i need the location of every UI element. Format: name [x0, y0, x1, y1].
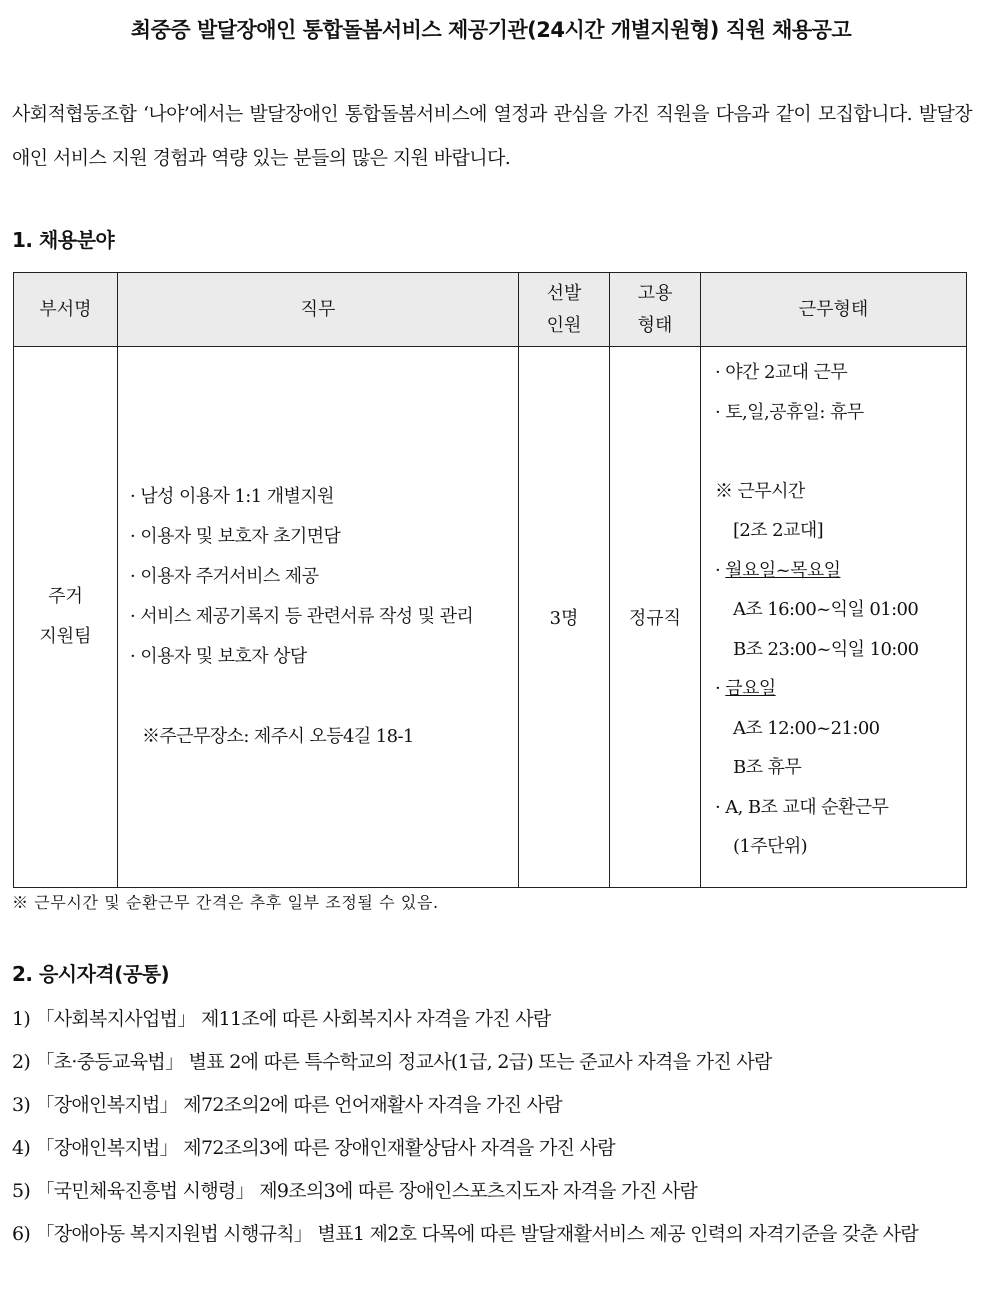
list-item: 6) 「장애아동 복지지원법 시행규칙」 별표1 제2호 다목에 따른 발달재활서비스 제공 인력의 자격기준을 갖춘 사람	[12, 1223, 919, 1245]
header-count-line1: 선발	[546, 282, 582, 304]
cell-worktype	[701, 347, 967, 888]
duty-item: · 남성 이용자 1:1 개별지원	[130, 486, 334, 507]
duty-item: · 이용자 및 보호자 상담	[130, 646, 307, 667]
cell-duties	[118, 347, 519, 888]
header-duty: 직무	[118, 273, 519, 347]
worktype-mon-thu-label: 월요일~목요일	[725, 559, 841, 581]
dept-line2: 지원팀	[39, 626, 92, 647]
section-heading-qualifications: 2. 응시자격(공통)	[12, 962, 170, 986]
intro-paragraph: 사회적협동조합 ‘나야’에서는 발달장애인 통합돌봄서비스에 열정과 관심을 가진 직원을 다음과 같이 모집합니다. 발달장애인 서비스 지원 경험과 역량 있는 분들의 많은 지원 바랍니다.	[12, 103, 972, 169]
worktype-hours-heading: ※ 근무시간	[715, 480, 805, 502]
worktype-fri-b: B조 휴무	[733, 757, 802, 778]
worktype-shift: · 야간 2교대 근무	[715, 362, 848, 383]
list-item: 5) 「국민체육진흥법 시행령」 제9조의3에 따른 장애인스포츠지도자 자격을 가진 사람	[12, 1180, 698, 1202]
worktype-mon-thu: · 월요일~목요일	[715, 559, 841, 581]
worktype-mon-thu-b: B조 23:00~익일 10:00	[733, 638, 919, 660]
table-footnote: ※ 근무시간 및 순환근무 간격은 추후 일부 조정될 수 있음.	[12, 893, 439, 912]
recruitment-table	[13, 272, 967, 888]
worktype-system: [2조 2교대]	[733, 520, 824, 541]
header-count	[519, 273, 610, 347]
cell-dept	[14, 347, 118, 888]
qualification-list	[12, 998, 972, 1256]
header-employment-line1: 고용	[637, 282, 673, 304]
worktype-fri: · 금요일	[715, 678, 776, 699]
header-worktype: 근무형태	[701, 273, 967, 347]
header-dept: 부서명	[14, 273, 118, 347]
cell-employment: 정규직	[610, 347, 701, 888]
list-item: 2) 「초·중등교육법」 별표 2에 따른 특수학교의 정교사(1급, 2급) 또는 준교사 자격을 가진 사람	[12, 1051, 772, 1073]
duty-item: · 이용자 주거서비스 제공	[130, 566, 319, 587]
table-row	[14, 347, 967, 888]
worktype-off: · 토,일,공휴일: 휴무	[715, 401, 864, 423]
section-heading-recruitment-field: 1. 채용분야	[12, 228, 115, 252]
header-employment-line2: 형태	[637, 314, 673, 336]
dept-line1: 주거	[48, 586, 83, 607]
duty-item: · 이용자 및 보호자 초기면담	[130, 526, 341, 547]
table-header-row	[14, 273, 967, 347]
worktype-fri-a: A조 12:00~21:00	[733, 717, 880, 739]
header-employment	[610, 273, 701, 347]
worktype-rotation: · A, B조 교대 순환근무	[715, 796, 889, 818]
duty-item: · 서비스 제공기록지 등 관련서류 작성 및 관리	[130, 606, 474, 627]
list-item: 3) 「장애인복지법」 제72조의2에 따른 언어재활사 자격을 가진 사람	[12, 1094, 562, 1116]
work-location-note: ※주근무장소: 제주시 오등4길 18-1	[142, 726, 414, 747]
worktype-fri-label: 금요일	[725, 678, 776, 699]
header-count-line2: 인원	[546, 314, 582, 336]
list-item: 4) 「장애인복지법」 제72조의3에 따른 장애인재활상담사 자격을 가진 사람	[12, 1137, 615, 1159]
cell-count: 3명	[519, 347, 610, 888]
worktype-mon-thu-a: A조 16:00~익일 01:00	[733, 599, 919, 620]
page-title: 최중증 발달장애인 통합돌봄서비스 제공기관(24시간 개별지원형) 직원 채용공고	[130, 18, 852, 42]
list-item: 1) 「사회복지사업법」 제11조에 따른 사회복지사 자격을 가진 사람	[12, 1008, 551, 1030]
worktype-rotation-unit: (1주단위)	[733, 836, 808, 857]
